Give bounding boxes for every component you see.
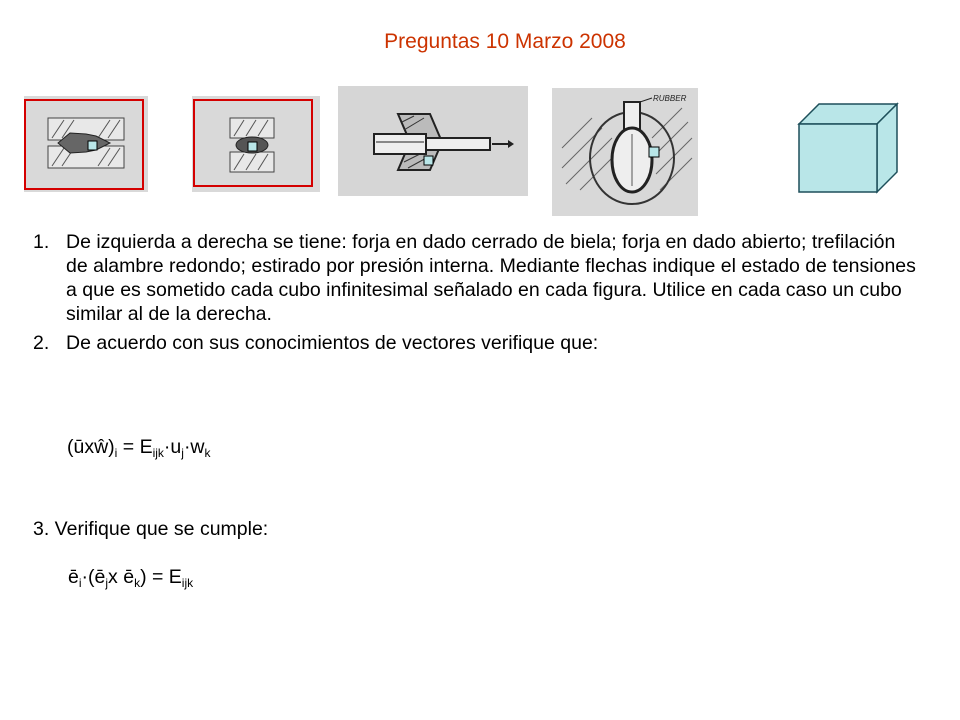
formula-subscript: k [204,446,211,460]
formula-term: = E [117,436,153,458]
cubo-referencia-figure [795,100,911,200]
question-list [33,230,918,355]
formula-term: (ūxŵ) [67,436,115,458]
formula-term: ē [68,566,79,588]
formula-subscript: k [134,576,141,590]
question-text: De acuerdo con sus conocimientos de vectores verifique que: [66,332,599,354]
formula-subscript: i [114,446,118,460]
question-2 [33,331,918,355]
formula-term: ·w [183,436,205,458]
trefilacion-figure [338,86,528,196]
question-1 [33,230,918,326]
question-number: 2. [33,332,50,354]
formula-subscript: ijk [152,446,164,460]
estirado-presion-interna-figure [552,88,698,216]
page-title: Preguntas 10 Marzo 2008 [384,30,626,53]
formula-term: x ē [108,566,135,588]
formula-subscript: ijk [181,576,194,590]
formula-term: ) = E [140,566,182,588]
question-number: 1. [33,231,50,253]
formula-subscript: i [78,576,82,590]
rubber-label: RUBBER [653,94,687,103]
question-3: 3. Verifique que se cumple: [33,518,269,540]
formula-term: ·u [163,436,182,458]
levi-civita-formula [68,566,193,589]
formula-term: ·(ē [81,566,106,588]
cross-product-formula [67,436,211,459]
forja-dado-abierto-figure [192,96,320,192]
formula-subscript: j [105,576,109,590]
question-text: De izquierda a derecha se tiene: forja en dado cerrado de biela; forja en dado abierto; trefilación de alambre redondo; estirado por presión interna. Mediante flechas indique el estado de tensiones a que es sometido cada cubo infinitesimal señalado en cada figura. Utilice en cada caso un cubo similar al de la derecha. [66,231,916,325]
forja-dado-cerrado-figure [24,96,148,192]
formula-subscript: j [181,446,184,460]
